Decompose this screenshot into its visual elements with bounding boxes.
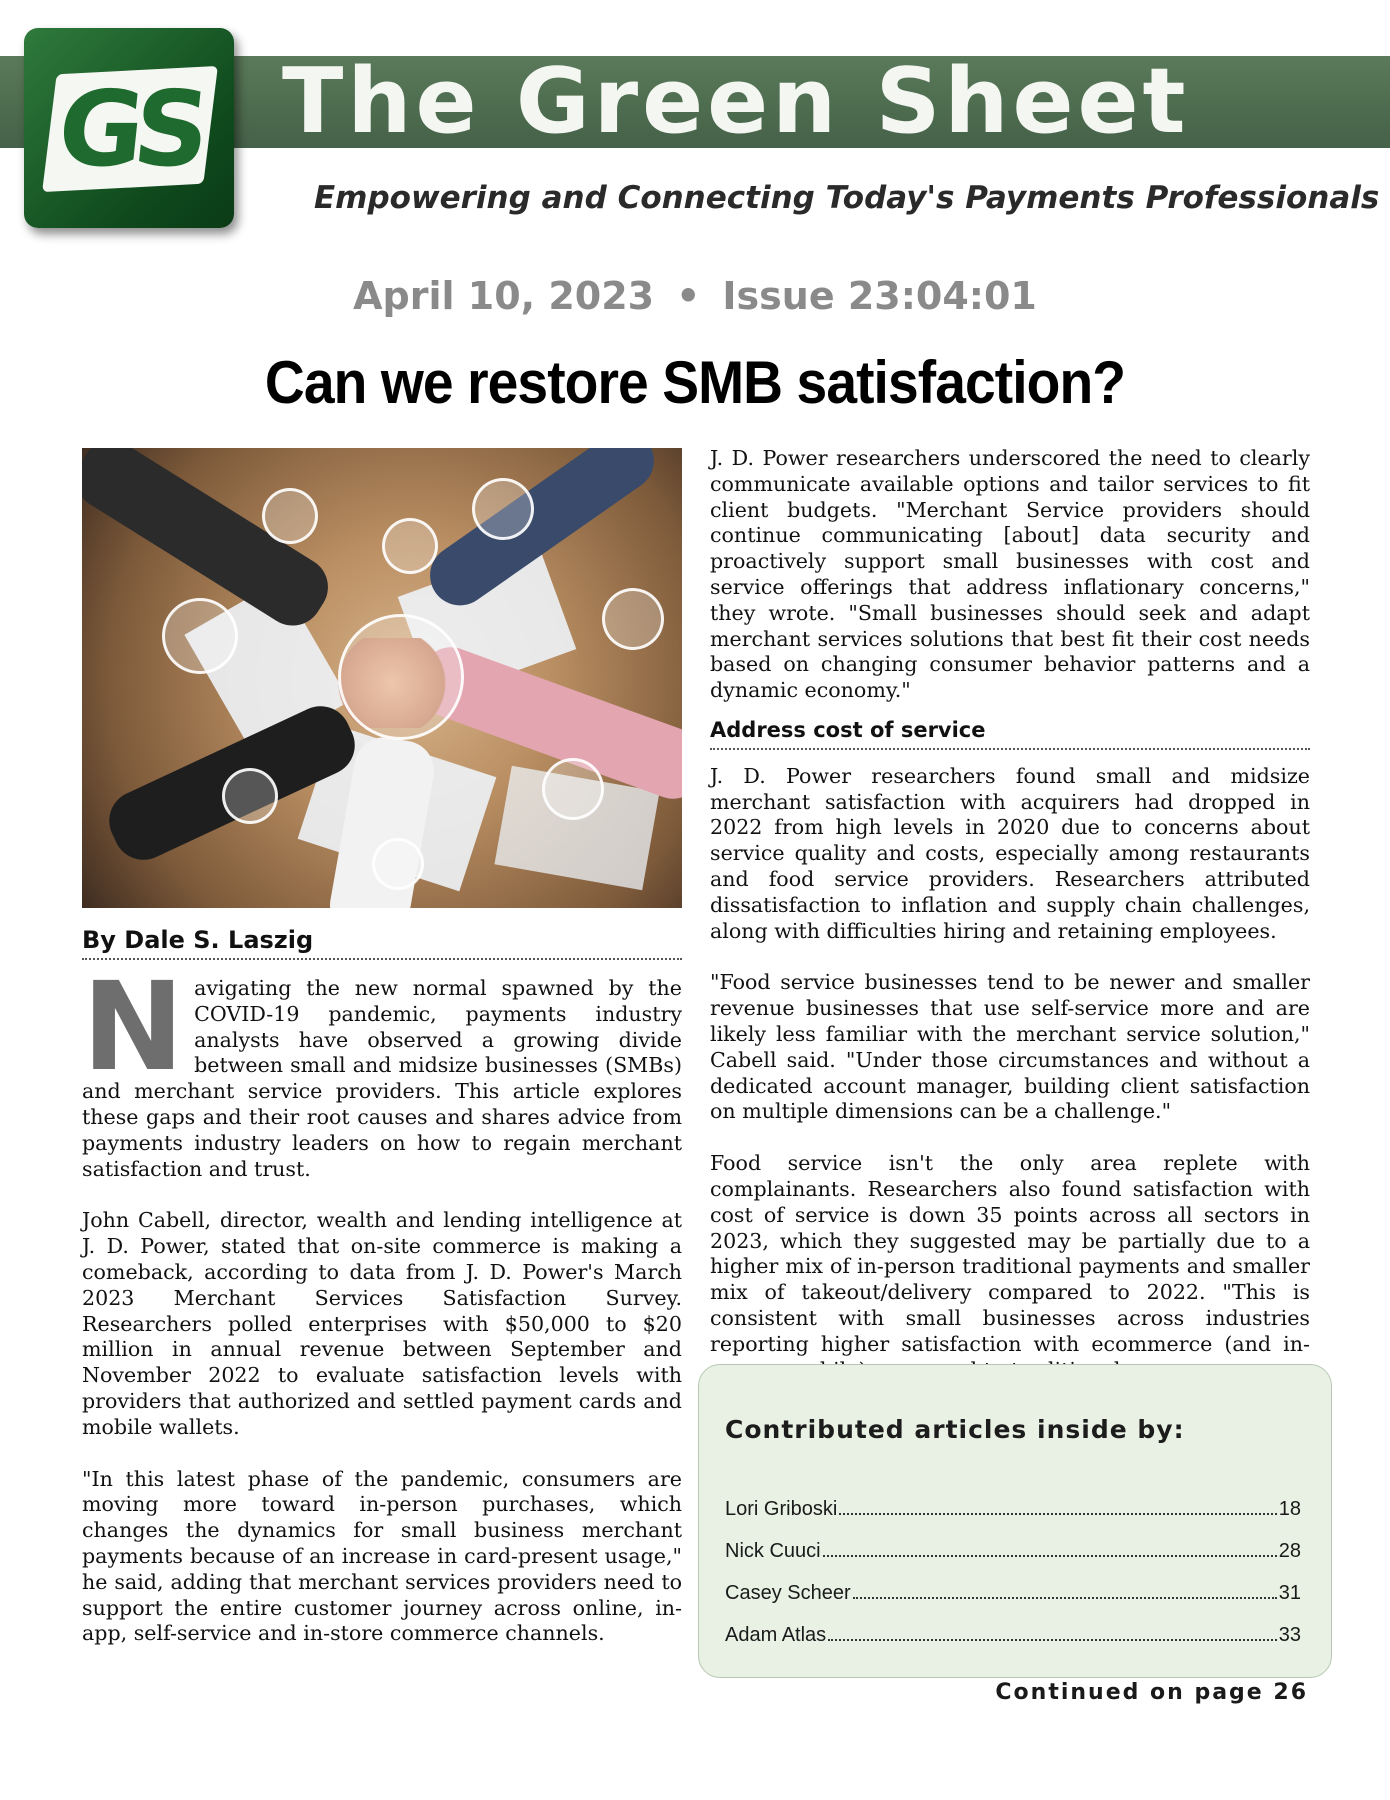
body-paragraph: "In this latest phase of the pandemic, consumers are moving more toward in-person purchases, which changes the dynamics for small business merchant payments because of an increase in card-present usage," he said, adding that merchant services providers need to support the entire customer journey across online, in-app, self-service and in-store commerce channels. [82,1466,682,1646]
issue-date: April 10, 2023 [353,274,655,318]
network-node-icon [262,488,318,544]
dot-leader [839,1513,1276,1515]
network-node-icon [472,478,534,540]
logo-letters: GS [52,68,206,190]
contributor-entry[interactable] [725,1617,1301,1647]
drop-cap: N [82,956,185,1098]
contributor-name: Lori Griboski [725,1498,838,1520]
network-node-icon [222,768,278,824]
issue-line [0,274,1390,318]
contributor-page: 18 [1278,1498,1301,1520]
section-subhead: Address cost of service [710,718,1310,750]
dot-leader [853,1597,1277,1599]
contributor-name: Nick Cuuci [725,1540,821,1562]
contributor-entry[interactable] [725,1533,1301,1563]
body-paragraph: J. D. Power researchers found small and midsize merchant satisfaction with acquirers had dropped in 2022 from high levels in 2020 due to concerns about service quality and costs, especially among restaurants and food service providers. Researchers attributed dissatisfaction to inflation and supply chain challenges, along with difficulties hiring and retaining employees. [710,763,1310,943]
network-node-icon [382,518,438,574]
dot-leader [828,1639,1277,1641]
contributor-entry[interactable] [725,1575,1301,1605]
article-photo [82,448,682,908]
contributed-articles-box [698,1364,1332,1678]
body-paragraph: Food service isn't the only area replete with complainants. Researchers also found satisfaction with cost of service is down 35 points across all sectors in 2023, which they suggested may be partially due to a higher mix of in-person traditional payments and smaller mix of takeout/delivery compared to 2022. "This is consistent with small businesses across industries reporting higher satisfaction with ecommerce (and in- [710,1151,1310,1356]
contributor-page: 31 [1278,1582,1301,1604]
network-node-icon [372,838,424,890]
article-headline: Can we restore SMB satisfaction? [264,349,1126,416]
issue-number: Issue 23:04:01 [722,274,1037,318]
contributor-entry[interactable] [725,1491,1301,1521]
network-node-icon [162,598,238,674]
body-paragraph: J. D. Power researchers underscored the need to clearly communicate available options and tailor services to fit client budgets. "Merchant Service providers should continue communicating [about] data security and proactively support small businesses with cost and service offerings that address inflationary concerns," they wrote. "Small businesses should seek and adapt merchant services solutions that best fit their cost needs based on changing consumer behavior patterns and a dynamic economy." [710,446,1310,703]
continued-link[interactable]: Continued on page 26 [995,1680,1308,1705]
contributor-name: Adam Atlas [725,1624,827,1646]
body-paragraph: John Cabell, director, wealth and lending intelligence at J. D. Power, stated that on-site commerce is making a comeback, according to data from J. D. Power's March 2023 Merchant Services Satisfaction Survey. Researchers polled enterprises with $50,000 to $20 million in annual revenue between September and November 2022 to evaluate satisfaction levels with providers that authorized and settled payment cards and mobile wallets. [82,1208,682,1439]
contributed-title: Contributed articles inside by: [725,1415,1185,1444]
body-paragraph: "Food service businesses tend to be newer and smaller revenue businesses that use self-service more and are likely less familiar with the merchant service solution," Cabell said. "Under those circumstances and without a dedicated account manager, building client satisfaction on multiple dimensions can be a challenge." [710,970,1310,1124]
publication-tagline: Empowering and Connecting Today's Payments Professionals [314,180,1380,216]
intro-paragraph [82,956,682,1182]
dot-leader [823,1555,1277,1557]
contributor-page: 28 [1278,1540,1301,1562]
intro-text: avigating the new normal spawned by the COVID-19 pandemic, payments industry analysts have observed a growing divide between small and midsize businesses (SMBs) and merchant service providers. This article explores these gaps and their root causes and shares advice from payments industry leaders on how to regain merchant satisfaction and trust. [82,976,682,1181]
contributor-page: 33 [1278,1624,1301,1646]
gs-logo [24,28,234,228]
network-node-icon [542,758,604,820]
issue-separator: • [676,274,701,318]
network-node-icon [338,614,464,740]
contributor-name: Casey Scheer [725,1582,851,1604]
right-column [710,446,1310,1409]
article-byline: By Dale S. Laszig [82,926,682,960]
left-column [82,956,682,1673]
publication-title: The Green Sheet [282,49,1190,154]
network-node-icon [602,588,664,650]
